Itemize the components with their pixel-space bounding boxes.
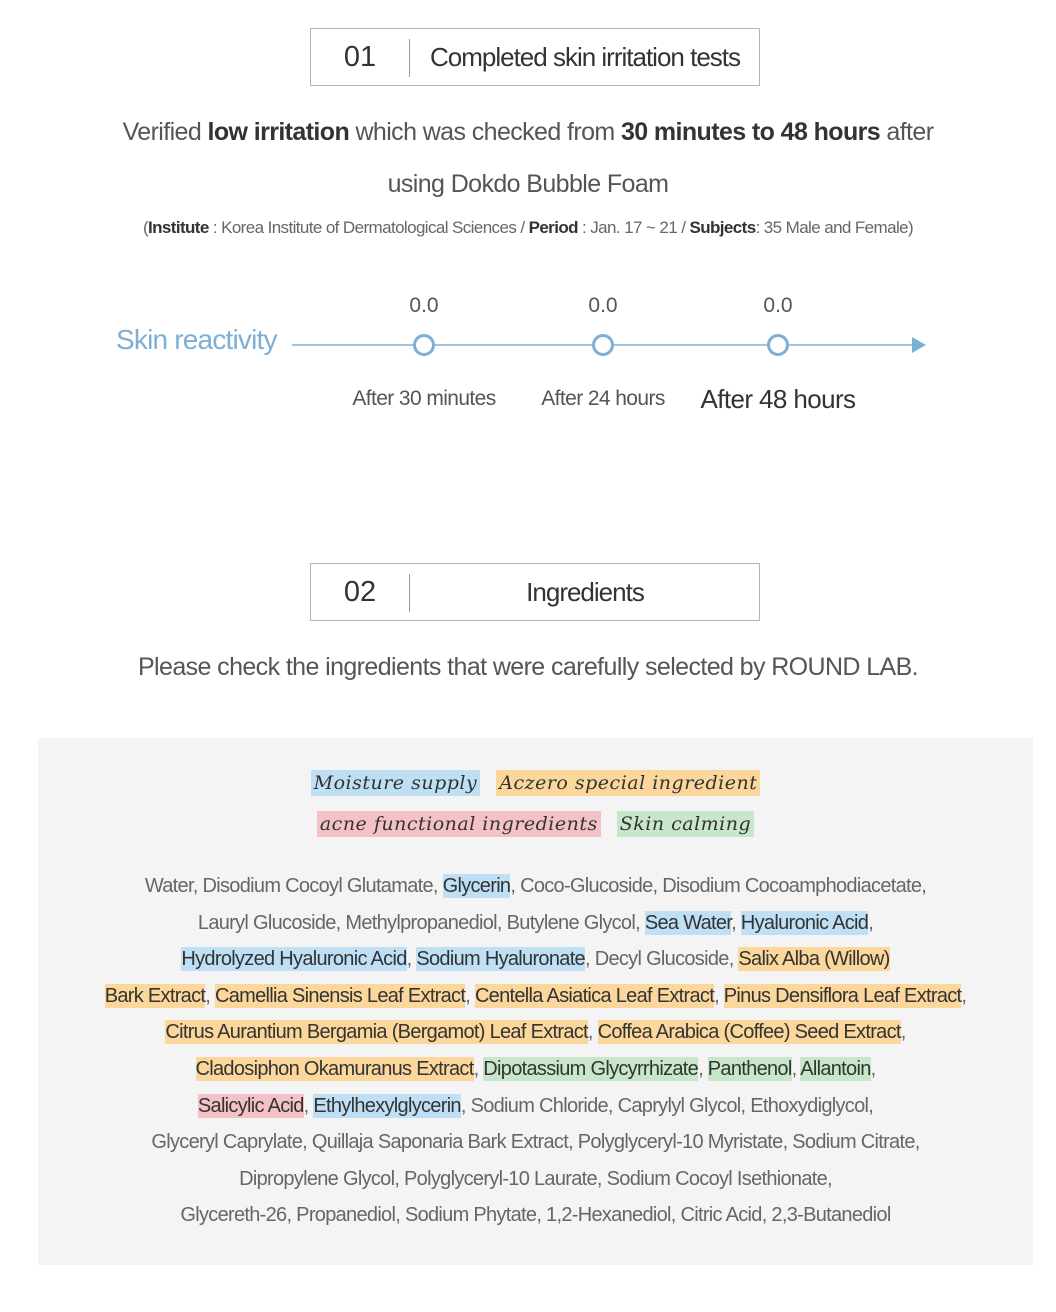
ingredient-aczero: Camellia Sinensis Leaf Extract	[214, 984, 466, 1007]
legend-acne-functional: acne functional ingredients	[317, 811, 601, 837]
timeline-arrow-icon	[912, 337, 926, 353]
ingredient-line: Dipropylene Glycol, Polyglyceryl-10 Laurate, Sodium Cocoyl Isethionate,	[239, 1167, 832, 1190]
ingredient-line: Water, Disodium Cocoyl Glutamate, Glycerin, Coco-Glucoside, Disodium Cocoamphodiacetate,	[144, 875, 927, 897]
irritation-description-line-2: using Dokdo Bubble Foam	[387, 170, 669, 198]
ingredient-moisture: Sea Water	[644, 911, 732, 934]
reactivity-value-48h: 0.0	[763, 294, 793, 317]
timeline-dot-30min	[413, 334, 435, 356]
ingredient-moisture: Ethylhexylglycerin	[313, 1094, 461, 1117]
reactivity-value-30min: 0.0	[409, 294, 439, 317]
ingredient-aczero: Salix Alba (Willow)	[738, 948, 890, 971]
ingredient-list	[38, 868, 1033, 1234]
legend-skin-calming: Skin calming	[617, 811, 754, 837]
ingredient-line: Cladosiphon Okamuranus Extract, Dipotassium Glycyrrhizate, Panthenol, Allantoin,	[195, 1057, 876, 1080]
ingredient-aczero: Bark Extract	[104, 984, 206, 1007]
ingredient-line: Salicylic Acid, Ethylhexylglycerin, Sodium Chloride, Caprylyl Glycol, Ethoxydiglycol,	[197, 1094, 874, 1117]
legend-row-1	[38, 770, 1033, 796]
ingredient-calming: Panthenol	[707, 1057, 792, 1080]
timeline-label-48h: After 48 hours	[700, 384, 856, 414]
ingredients-panel	[38, 738, 1033, 1265]
ingredient-line: Hydrolyzed Hyaluronic Acid, Sodium Hyaluronate, Decyl Glucoside, Salix Alba (Willow)	[181, 948, 890, 971]
ingredient-aczero: Citrus Aurantium Bergamia (Bergamot) Leaf Extract	[165, 1021, 588, 1044]
timeline-label-30min: After 30 minutes	[352, 387, 496, 410]
ingredient-line: Glycereth-26, Propanediol, Sodium Phytate, 1,2-Hexanediol, Citric Acid, 2,3-Butanediol	[180, 1204, 891, 1227]
ingredients-description: Please check the ingredients that were carefully selected by ROUND LAB.	[137, 653, 919, 681]
ingredient-line: Glyceryl Caprylate, Quillaja Saponaria Bark Extract, Polyglyceryl-10 Myristate, Sodium Citrate,	[151, 1131, 920, 1154]
ingredient-moisture: Sodium Hyaluronate	[416, 948, 585, 971]
legend-row-2	[38, 811, 1033, 837]
irritation-description-line-1: Verified low irritation which was checked from 30 minutes to 48 hours after	[122, 118, 934, 146]
timeline-label-24h: After 24 hours	[541, 387, 665, 410]
section-divider	[409, 574, 410, 612]
ingredient-line: Bark Extract, Camellia Sinensis Leaf Extract, Centella Asiatica Leaf Extract, Pinus Densiflora Leaf Extract,	[104, 984, 967, 1007]
ingredient-calming: Dipotassium Glycyrrhizate	[483, 1057, 699, 1080]
ingredient-acne: Salicylic Acid	[197, 1094, 304, 1117]
section-number: 01	[343, 41, 377, 73]
test-details-note: (Institute : Korea Institute of Dermatological Sciences / Period : Jan. 17 ~ 21 / Subjects: 35 Male and Female)	[142, 218, 914, 237]
reactivity-value-24h: 0.0	[588, 294, 618, 317]
ingredient-aczero: Pinus Densiflora Leaf Extract	[723, 984, 962, 1007]
ingredient-line: Lauryl Glucoside, Methylpropanediol, Butylene Glycol, Sea Water, Hyaluronic Acid,	[197, 911, 874, 934]
section-number: 02	[343, 576, 377, 608]
ingredient-moisture: Hyaluronic Acid	[740, 911, 869, 934]
section-title: Ingredients	[526, 577, 644, 607]
ingredient-aczero: Centella Asiatica Leaf Extract	[474, 984, 715, 1007]
section-header-01	[310, 28, 760, 86]
section-title: Completed skin irritation tests	[429, 42, 741, 72]
section-header-02	[310, 563, 760, 621]
ingredient-moisture: Hydrolyzed Hyaluronic Acid	[181, 948, 407, 971]
timeline-dot-24h	[592, 334, 614, 356]
irritation-description	[60, 106, 996, 210]
section-divider	[409, 39, 410, 77]
ingredient-aczero: Coffea Arabica (Coffee) Seed Extract	[597, 1021, 901, 1044]
ingredient-aczero: Cladosiphon Okamuranus Extract	[195, 1057, 474, 1080]
skin-reactivity-label: Skin reactivity	[116, 324, 277, 355]
legend-aczero-special: Aczero special ingredient	[496, 770, 760, 796]
timeline-dot-48h	[767, 334, 789, 356]
ingredient-moisture: Glycerin	[442, 875, 511, 897]
legend-moisture-supply: Moisture supply	[311, 770, 481, 796]
ingredient-line: Citrus Aurantium Bergamia (Bergamot) Leaf Extract, Coffea Arabica (Coffee) Seed Extract,	[165, 1021, 906, 1044]
ingredient-calming: Allantoin	[800, 1057, 871, 1080]
